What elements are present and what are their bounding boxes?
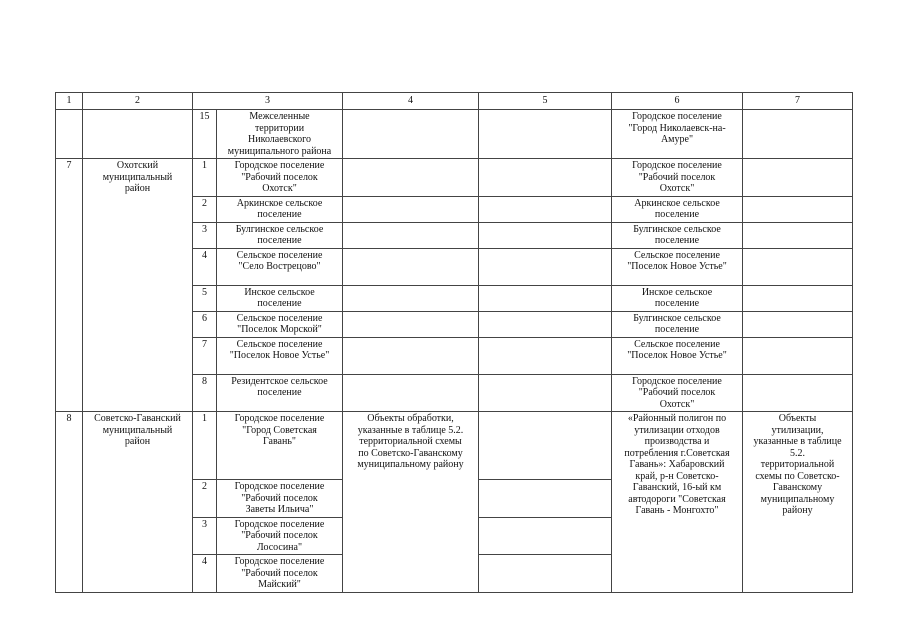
col6-cell: Булгинское сельское поселение [612,311,743,337]
col7-cell [743,196,853,222]
col5-cell [479,285,612,311]
header-cell-5: 5 [479,93,612,110]
col5-cell [479,412,612,480]
settlement-name: Сельское поселение "Поселок Новое Устье" [217,337,343,374]
col5-cell [479,159,612,197]
col5-cell [479,517,612,555]
col4-objects-cell: Объекты обработки, указанные в таблице 5.2. территориальной схемы по Советско-Гаванскому муниципальному району [343,412,479,593]
settlement-name: Городское поселение "Рабочий поселок Майский" [217,555,343,593]
district-name: Советско-Гаванский муниципальный район [83,412,193,593]
row-number: 1 [193,159,217,197]
col5-cell [479,555,612,593]
col6-cell: Аркинское сельское поселение [612,196,743,222]
row-number: 1 [193,412,217,480]
settlement-name: Аркинское сельское поселение [217,196,343,222]
col7-cell [743,285,853,311]
col6-landfill-cell: «Районный полигон по утилизации отходов производства и потребления г.Советская Гавань»: Хабаровский край, р-н Советско- Гаванский, 16-ый км автодороги "Советская Гавань - Монгохто" [612,412,743,593]
header-cell-1: 1 [56,93,83,110]
col4-cell [343,196,479,222]
col5-cell [479,248,612,285]
col7-cell [743,222,853,248]
col7-cell [743,337,853,374]
header-cell-3: 3 [193,93,343,110]
district-number-cell [56,110,83,159]
settlement-name: Городское поселение "Рабочий поселок Заветы Ильича" [217,480,343,518]
col5-cell [479,110,612,159]
header-cell-7: 7 [743,93,853,110]
row-number: 3 [193,222,217,248]
col5-cell [479,374,612,412]
col5-cell [479,222,612,248]
row-number: 4 [193,248,217,285]
settlement-name: Сельское поселение "Поселок Морской" [217,311,343,337]
col7-cell [743,374,853,412]
table-row [56,110,853,159]
settlement-name: Булгинское сельское поселение [217,222,343,248]
col4-cell [343,110,479,159]
col7-cell [743,311,853,337]
row-number: 15 [193,110,217,159]
settlement-name: Резидентское сельское поселение [217,374,343,412]
document-table [55,92,853,593]
row-number: 2 [193,196,217,222]
col5-cell [479,337,612,374]
row-number: 3 [193,517,217,555]
col4-cell [343,337,479,374]
col6-cell: Инское сельское поселение [612,285,743,311]
settlement-name: Инское сельское поселение [217,285,343,311]
col4-cell [343,311,479,337]
row-number: 7 [193,337,217,374]
col4-cell [343,159,479,197]
col6-cell: Городское поселение "Рабочий поселок Охотск" [612,374,743,412]
col4-cell [343,248,479,285]
header-row [56,93,853,110]
col5-cell [479,196,612,222]
col6-cell: Городское поселение "Рабочий поселок Охотск" [612,159,743,197]
col4-cell [343,285,479,311]
col6-cell: Сельское поселение "Поселок Новое Устье" [612,337,743,374]
settlement-name: Городское поселение "Рабочий поселок Охотск" [217,159,343,197]
col7-cell [743,248,853,285]
district-number: 8 [56,412,83,593]
col6-cell: Городское поселение "Город Николаевск-на- Амуре" [612,110,743,159]
district-name-cell [83,110,193,159]
row-number: 2 [193,480,217,518]
header-cell-6: 6 [612,93,743,110]
col5-cell [479,311,612,337]
table-row [56,159,853,197]
row-number: 8 [193,374,217,412]
row-number: 5 [193,285,217,311]
col5-cell [479,480,612,518]
row-number: 6 [193,311,217,337]
district-name: Охотский муниципальный район [83,159,193,412]
col7-cell [743,110,853,159]
district-number: 7 [56,159,83,412]
settlement-name: Городское поселение "Рабочий поселок Лососина" [217,517,343,555]
col4-cell [343,222,479,248]
col6-cell: Булгинское сельское поселение [612,222,743,248]
table-row [56,412,853,480]
col7-cell [743,159,853,197]
settlement-name: Межселенные территории Николаевского муниципального района [217,110,343,159]
col7-objects-cell: Объекты утилизации, указанные в таблице 5.2. территориальной схемы по Советско- Гаванскому муниципальному району [743,412,853,593]
col6-cell: Сельское поселение "Поселок Новое Устье" [612,248,743,285]
header-cell-4: 4 [343,93,479,110]
col4-cell [343,374,479,412]
settlement-name: Сельское поселение "Село Вострецово" [217,248,343,285]
row-number: 4 [193,555,217,593]
settlement-name: Городское поселение "Город Советская Гавань" [217,412,343,480]
header-cell-2: 2 [83,93,193,110]
